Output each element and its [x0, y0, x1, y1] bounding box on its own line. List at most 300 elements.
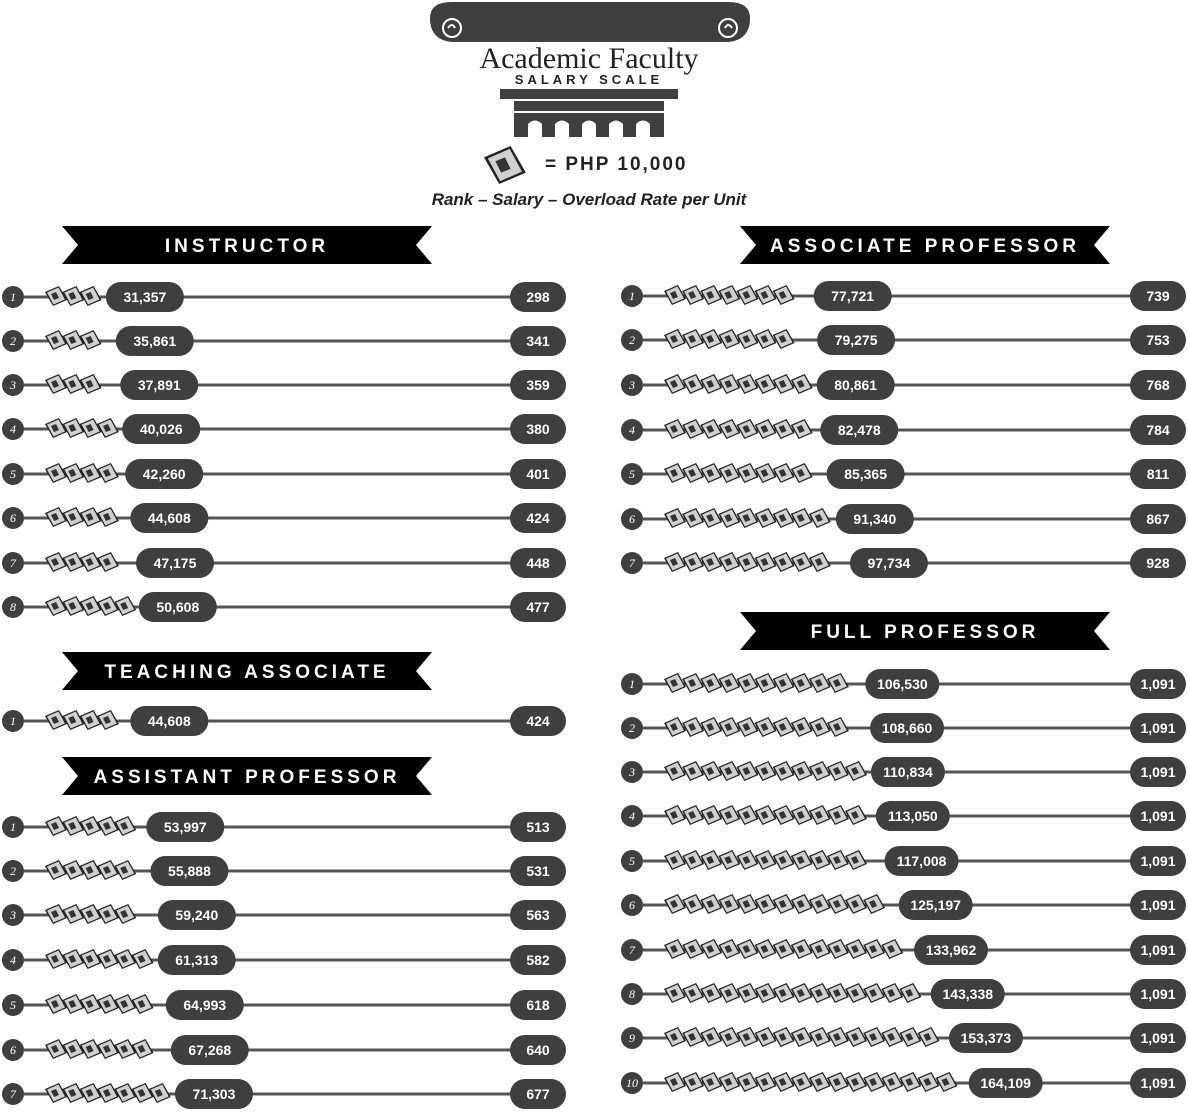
money-bill-icon [773, 329, 795, 349]
money-bill-icon [80, 904, 102, 924]
money-bill-icon [62, 816, 84, 836]
salary-value: 143,338 [942, 986, 994, 1002]
salary-row [2, 706, 566, 736]
money-bill-icon [791, 717, 813, 737]
money-bill-icon [718, 717, 740, 737]
rank-label: 4 [629, 423, 635, 437]
salary-row [2, 1035, 566, 1065]
salary-value: 91,340 [853, 511, 897, 527]
money-bill-icon [45, 860, 67, 880]
salary-row [2, 1079, 566, 1109]
money-bill-icon [809, 939, 831, 959]
money-bill-icon [700, 939, 722, 959]
salary-value: 61,313 [175, 952, 219, 968]
salary-row [2, 548, 566, 578]
money-bill-icon [682, 894, 704, 914]
money-bill-icon [664, 939, 686, 959]
chart-description: Rank – Salary – Overload Rate per Unit [431, 190, 747, 209]
money-bill-icon [791, 508, 813, 528]
money-bill-icon [62, 286, 84, 306]
salary-row [2, 370, 566, 400]
money-bill-icon [80, 816, 102, 836]
money-bill-icon [881, 1072, 903, 1092]
money-bill-icon [80, 552, 102, 572]
money-bill-icon [755, 329, 777, 349]
overload-value: 380 [526, 421, 550, 437]
salary-row [2, 459, 566, 489]
money-bill-icon [755, 285, 777, 305]
money-bill-icon [845, 1027, 867, 1047]
salary-row [621, 846, 1186, 876]
money-bill-icon [809, 508, 831, 528]
money-bill-icon [114, 994, 136, 1014]
money-bill-icon [97, 463, 119, 483]
money-bill-icon [809, 761, 831, 781]
overload-value: 563 [526, 907, 550, 923]
money-bill-icon [62, 860, 84, 880]
rank-label: 1 [10, 714, 16, 728]
rank-label: 7 [10, 556, 16, 570]
money-bill-icon [827, 1072, 849, 1092]
salary-value: 71,303 [192, 1086, 236, 1102]
rank-label: 4 [10, 953, 16, 967]
money-bill-icon [755, 761, 777, 781]
money-bill-icon [664, 761, 686, 781]
page-subtitle: SALARY SCALE [514, 72, 664, 87]
salary-value: 47,175 [153, 555, 197, 571]
money-bill-icon [827, 805, 849, 825]
salary-value: 53,997 [163, 819, 207, 835]
rank-label: 4 [629, 809, 635, 823]
rank-label: 3 [629, 765, 635, 779]
overload-value: 424 [526, 713, 550, 729]
money-bill-icon [700, 805, 722, 825]
money-bill-icon [97, 596, 119, 616]
overload-value: 618 [526, 997, 550, 1013]
money-bill-icon [755, 850, 777, 870]
money-bill-icon [664, 463, 686, 483]
money-bill-icon [664, 1072, 686, 1092]
money-bill-icon [45, 1083, 67, 1103]
salary-value: 31,357 [123, 289, 167, 305]
money-bill-icon [863, 894, 885, 914]
money-bill-icon [97, 994, 119, 1014]
salary-groups [2, 226, 1186, 1109]
money-bill-icon [45, 330, 67, 350]
money-bill-icon [773, 285, 795, 305]
money-bill-icon [80, 596, 102, 616]
money-bill-icon [718, 894, 740, 914]
money-bill-icon [845, 894, 867, 914]
overload-value: 768 [1146, 377, 1170, 393]
rank-label: 2 [10, 334, 16, 348]
money-bill-icon [718, 805, 740, 825]
money-bill-icon [664, 850, 686, 870]
money-bill-icon [736, 374, 758, 394]
salary-row [621, 713, 1186, 743]
money-bill-icon [755, 463, 777, 483]
money-bill-icon [755, 1027, 777, 1047]
salary-value: 44,608 [147, 510, 191, 526]
money-bill-icon [845, 939, 867, 959]
money-bill-icon [700, 717, 722, 737]
salary-row [621, 504, 1186, 534]
money-bill-icon [682, 374, 704, 394]
salary-row [621, 801, 1186, 831]
salary-value: 77,721 [831, 288, 875, 304]
money-bill-icon [773, 552, 795, 572]
money-bill-icon [755, 508, 777, 528]
money-bill-icon [97, 710, 119, 730]
money-bill-icon [899, 983, 921, 1003]
money-bill-icon [773, 673, 795, 693]
money-bill-icon [736, 1027, 758, 1047]
money-bill-icon [62, 552, 84, 572]
salary-value: 113,050 [887, 808, 938, 824]
salary-value: 64,993 [183, 997, 227, 1013]
money-bill-icon [97, 904, 119, 924]
salary-value: 85,365 [844, 466, 888, 482]
money-bill-icon [664, 805, 686, 825]
money-bill-icon [773, 717, 795, 737]
money-bill-icon [62, 904, 84, 924]
money-bill-icon [773, 850, 795, 870]
overload-value: 359 [526, 377, 550, 393]
money-bill-icon [809, 850, 831, 870]
rank-label: 6 [629, 898, 635, 912]
money-bill-icon [827, 1027, 849, 1047]
money-bill-icon [682, 552, 704, 572]
money-bill-icon [736, 761, 758, 781]
money-bill-icon [755, 419, 777, 439]
money-bill-icon [845, 850, 867, 870]
money-bill-icon [62, 994, 84, 1014]
legend-label: = PHP 10,000 [545, 154, 688, 175]
money-bill-icon [114, 904, 136, 924]
money-bill-icon [45, 507, 67, 527]
group-full-professor [621, 612, 1186, 1098]
money-bill-icon [97, 816, 119, 836]
money-bill-icon [755, 983, 777, 1003]
money-bill-icon [700, 508, 722, 528]
money-bill-icon [736, 285, 758, 305]
money-bill-icon [809, 552, 831, 572]
salary-value: 42,260 [142, 466, 186, 482]
money-bill-icon [700, 1072, 722, 1092]
salary-row [2, 856, 566, 886]
money-bill-icon [149, 1083, 171, 1103]
money-bill-icon [809, 1072, 831, 1092]
money-bill-icon [791, 463, 813, 483]
money-bill-icon [718, 463, 740, 483]
money-bill-icon [45, 463, 67, 483]
money-bill-icon [827, 761, 849, 781]
money-bill-icon [773, 1072, 795, 1092]
overload-value: 1,091 [1140, 986, 1176, 1002]
money-bill-icon [863, 1072, 885, 1092]
salary-row [621, 935, 1186, 965]
group-instructor [2, 226, 566, 622]
money-bill-icon [736, 329, 758, 349]
money-bill-icon [682, 761, 704, 781]
salary-row [2, 990, 566, 1020]
money-bill-icon [791, 939, 813, 959]
rank-label: 8 [10, 600, 16, 614]
money-bill-icon [45, 994, 67, 1014]
money-bill-icon [809, 894, 831, 914]
money-bill-icon [791, 1072, 813, 1092]
money-bill-icon [881, 983, 903, 1003]
money-bill-icon [755, 939, 777, 959]
rank-label: 8 [629, 987, 635, 1001]
money-bill-icon [664, 374, 686, 394]
money-bill-icon [682, 1027, 704, 1047]
salary-row [621, 415, 1186, 445]
rank-label: 7 [10, 1087, 16, 1101]
rank-label: 10 [626, 1076, 638, 1090]
money-bill-icon [62, 596, 84, 616]
money-bill-icon [809, 717, 831, 737]
money-bill-icon [809, 983, 831, 1003]
salary-row [621, 669, 1186, 699]
money-bill-icon [97, 860, 119, 880]
salary-row [621, 370, 1186, 400]
rank-label: 4 [10, 422, 16, 436]
salary-value: 44,608 [147, 713, 191, 729]
overload-value: 513 [526, 819, 550, 835]
group-teaching-associate [2, 652, 566, 736]
salary-row [621, 1068, 1186, 1098]
rank-label: 3 [10, 378, 16, 392]
money-bill-icon [664, 508, 686, 528]
money-bill-icon [881, 939, 903, 959]
money-bill-icon [664, 894, 686, 914]
money-bill-icon [773, 419, 795, 439]
money-bill-icon [736, 805, 758, 825]
group-title: INSTRUCTOR [164, 236, 330, 257]
overload-value: 298 [526, 289, 550, 305]
money-bill-icon [700, 850, 722, 870]
salary-row [2, 503, 566, 533]
money-bill-icon [132, 949, 154, 969]
money-bill-icon [682, 673, 704, 693]
salary-value: 110,834 [883, 764, 933, 780]
salary-row [2, 282, 566, 312]
money-bill-icon [827, 850, 849, 870]
salary-value: 82,478 [837, 422, 881, 438]
money-bill-icon [700, 374, 722, 394]
money-bill-icon [899, 1072, 921, 1092]
money-bill-icon [45, 374, 67, 394]
salary-row [2, 592, 566, 622]
salary-value: 80,861 [834, 377, 878, 393]
money-bill-icon [773, 894, 795, 914]
overload-value: 1,091 [1140, 897, 1176, 913]
salary-row [621, 1023, 1186, 1053]
money-bill-icon [114, 949, 136, 969]
money-bill-icon [664, 673, 686, 693]
money-bill-icon [700, 894, 722, 914]
money-bill-icon [700, 761, 722, 781]
money-bill-icon [773, 374, 795, 394]
money-bill-icon [736, 983, 758, 1003]
money-bill-icon [736, 463, 758, 483]
money-bill-icon [827, 939, 849, 959]
money-bill-icon [114, 816, 136, 836]
rank-label: 2 [629, 333, 635, 347]
money-bill-icon [791, 1027, 813, 1047]
overload-value: 1,091 [1140, 942, 1176, 958]
money-bill-icon [718, 1072, 740, 1092]
salary-value: 117,008 [896, 853, 947, 869]
money-bill-icon [132, 1083, 154, 1103]
overload-value: 424 [526, 510, 550, 526]
rank-label: 1 [629, 677, 635, 691]
money-bill-icon [45, 552, 67, 572]
money-bill-icon [114, 1083, 136, 1103]
salary-value: 67,268 [188, 1042, 232, 1058]
money-bill-icon [62, 418, 84, 438]
money-bill-icon [97, 552, 119, 572]
money-bill-icon [62, 949, 84, 969]
money-bill-icon [827, 717, 849, 737]
overload-value: 1,091 [1140, 1030, 1176, 1046]
money-bill-icon [736, 1072, 758, 1092]
money-bill-icon [809, 805, 831, 825]
money-bill-icon [755, 374, 777, 394]
money-bill-icon [97, 1039, 119, 1059]
money-bill-icon [80, 330, 102, 350]
money-bill-icon [718, 419, 740, 439]
money-bill-icon [700, 1027, 722, 1047]
money-bill-icon [755, 894, 777, 914]
money-bill-icon [132, 1039, 154, 1059]
money-bill-icon [845, 805, 867, 825]
rank-label: 1 [629, 289, 635, 303]
money-bill-icon [755, 1072, 777, 1092]
money-bill-icon [682, 939, 704, 959]
overload-value: 739 [1146, 288, 1170, 304]
money-bill-icon [700, 285, 722, 305]
money-bill-icon [773, 939, 795, 959]
group-associate-professor [621, 226, 1186, 578]
money-bill-icon [917, 1027, 939, 1047]
money-bill-icon [700, 463, 722, 483]
money-bill-icon [682, 805, 704, 825]
overload-value: 640 [526, 1042, 550, 1058]
money-bill-icon [664, 1027, 686, 1047]
salary-row [621, 979, 1186, 1009]
overload-value: 867 [1146, 511, 1170, 527]
money-bill-icon [80, 374, 102, 394]
money-bill-icon [736, 894, 758, 914]
money-bill-icon [80, 949, 102, 969]
salary-row [621, 281, 1186, 311]
overload-value: 531 [526, 863, 550, 879]
money-bill-icon [791, 983, 813, 1003]
money-bill-icon [682, 717, 704, 737]
group-assistant-professor [2, 757, 566, 1109]
rank-label: 6 [629, 512, 635, 526]
money-bill-icon [80, 286, 102, 306]
money-bill-icon [682, 419, 704, 439]
money-bill-icon [736, 419, 758, 439]
money-bill-icon [700, 552, 722, 572]
money-bill-icon [791, 374, 813, 394]
salary-row [621, 459, 1186, 489]
money-bill-icon [718, 329, 740, 349]
overload-value: 477 [526, 599, 550, 615]
money-bill-icon [827, 894, 849, 914]
rank-label: 5 [629, 467, 635, 481]
money-bill-icon [80, 710, 102, 730]
money-bill-icon [97, 418, 119, 438]
salary-value: 40,026 [139, 421, 183, 437]
group-title: FULL PROFESSOR [810, 622, 1040, 643]
money-bill-icon [899, 1027, 921, 1047]
money-bill-icon [791, 673, 813, 693]
group-title: ASSOCIATE PROFESSOR [769, 236, 1081, 257]
rank-label: 5 [629, 854, 635, 868]
money-bill-icon [80, 860, 102, 880]
overload-value: 448 [526, 555, 550, 571]
money-bill-icon [791, 552, 813, 572]
money-bill-icon [845, 983, 867, 1003]
money-bill-icon [736, 673, 758, 693]
salary-value: 37,891 [137, 377, 181, 393]
money-bill-icon [718, 374, 740, 394]
rank-label: 1 [10, 820, 16, 834]
money-bill-icon [700, 419, 722, 439]
money-bill-icon [791, 850, 813, 870]
money-bill-icon [45, 904, 67, 924]
money-bill-icon [62, 1083, 84, 1103]
money-bill-icon [773, 463, 795, 483]
money-bill-icon [132, 994, 154, 1014]
salary-row [2, 900, 566, 930]
money-bill-icon [45, 710, 67, 730]
money-bill-icon [863, 1027, 885, 1047]
overload-value: 1,091 [1140, 720, 1176, 736]
overload-value: 1,091 [1140, 1075, 1176, 1091]
money-bill-icon [682, 329, 704, 349]
money-bill-icon [80, 418, 102, 438]
rank-label: 6 [10, 511, 16, 525]
money-bill-icon [809, 1027, 831, 1047]
money-bill-icon [80, 994, 102, 1014]
money-bill-icon [718, 850, 740, 870]
rank-label: 1 [10, 290, 16, 304]
money-bill-icon [664, 419, 686, 439]
money-bill-icon [917, 1072, 939, 1092]
money-bill-icon [736, 939, 758, 959]
money-bill-icon [736, 508, 758, 528]
money-bill-icon [62, 1039, 84, 1059]
money-bill-icon [114, 596, 136, 616]
money-bill-icon [80, 1039, 102, 1059]
overload-value: 1,091 [1140, 676, 1176, 692]
salary-row [2, 326, 566, 356]
money-bill-icon [45, 286, 67, 306]
money-bill-icon [664, 285, 686, 305]
money-bill-icon [682, 983, 704, 1003]
rank-label: 3 [10, 908, 16, 922]
money-bill-icon [114, 860, 136, 880]
rank-label: 9 [629, 1031, 635, 1045]
money-bill-icon [62, 507, 84, 527]
money-bill-icon [755, 805, 777, 825]
money-bill-icon [845, 1072, 867, 1092]
